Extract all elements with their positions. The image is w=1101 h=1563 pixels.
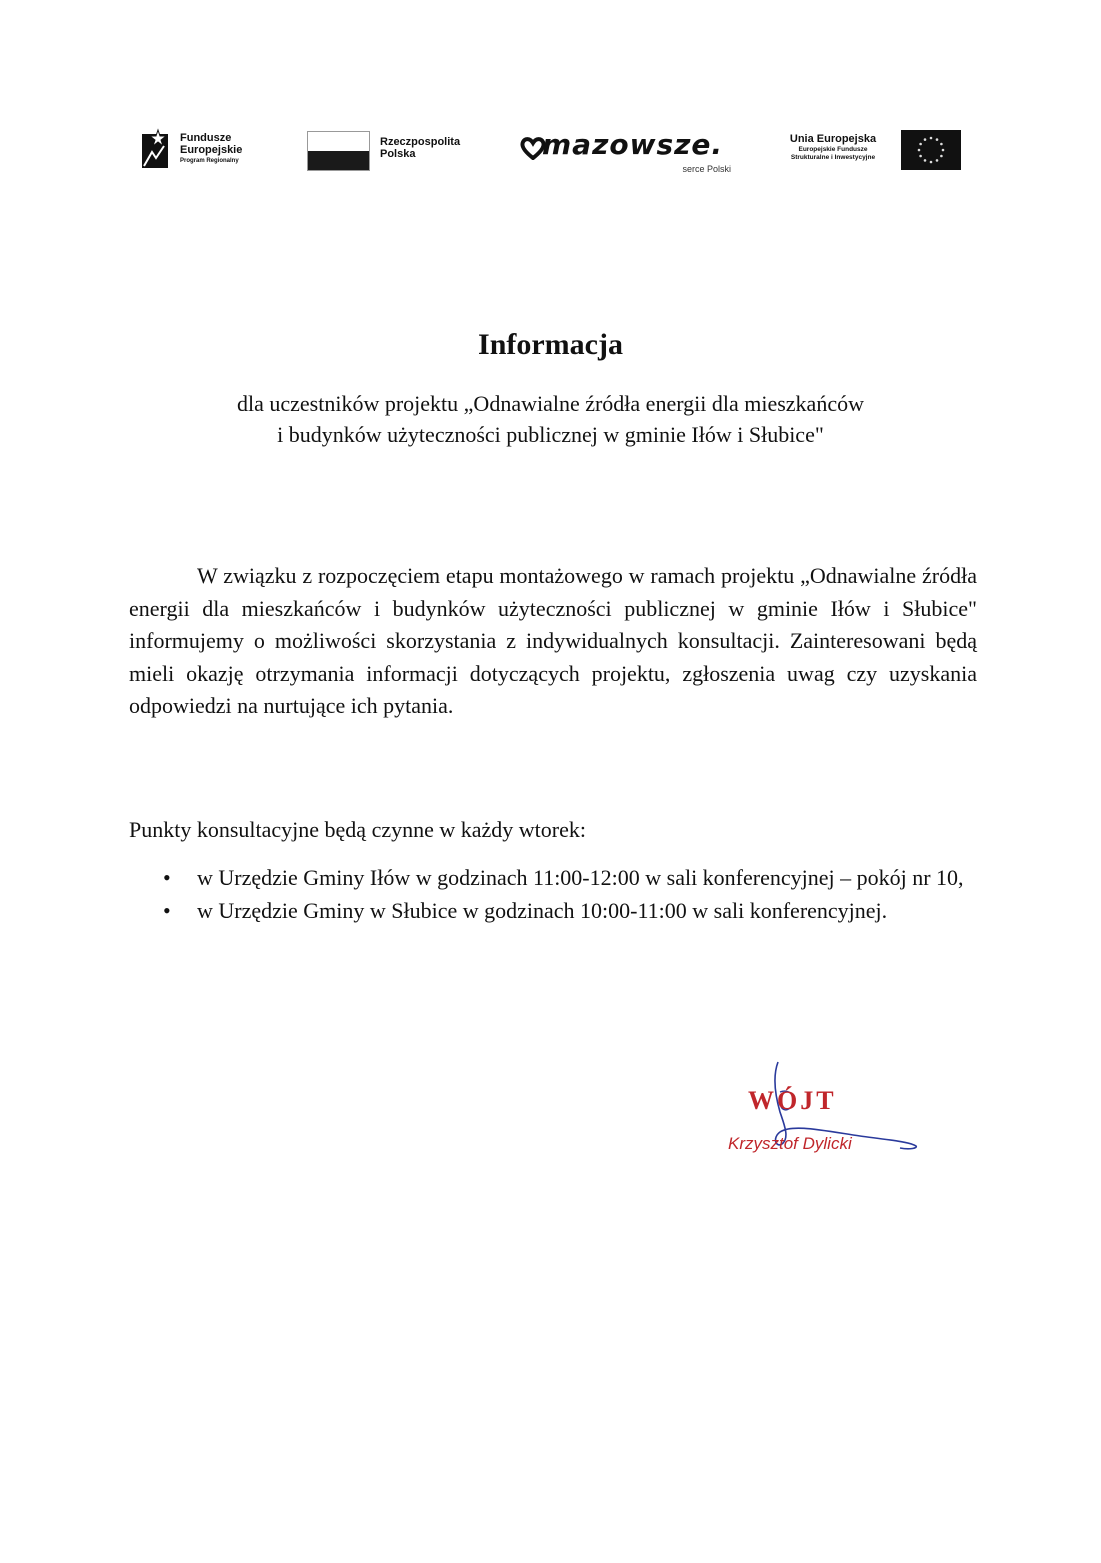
polish-flag-icon	[307, 131, 370, 171]
mazowsze-logo	[520, 128, 745, 180]
fe-line3: Program Regionalny	[180, 158, 239, 164]
list-item: • w Urzędzie Gminy w Słubice w godzinach 10:00-11:00 w sali konferencyjnej.	[129, 895, 977, 926]
consultation-list	[129, 862, 977, 928]
stamp-title: WÓJT	[748, 1086, 837, 1115]
rzeczpospolita-logo	[307, 131, 497, 175]
unia-europejska-logo	[760, 128, 965, 174]
subtitle	[0, 388, 1101, 450]
star-flag-icon	[138, 128, 174, 174]
ue-line1: Unia Europejska	[789, 133, 877, 145]
fe-line2: Europejskie	[180, 144, 243, 156]
rp-line2: Polska	[380, 148, 416, 160]
body-paragraph-1: W związku z rozpoczęciem etapu montażowego w ramach projektu „Odnawialne źródła energii dla mieszkańców i budynków użyteczności publicznej w gminie Iłów i Słubice" informujemy o możliwości skorzystania z indywidualnych konsultacji. Zainteresowani będą mieli okazję otrzymania informacji dotyczących projektu, zgłoszenia uwag czy uzyskania odpowiedzi na nurtujące ich pytania.	[129, 563, 977, 718]
signature-stamp	[720, 1058, 940, 1168]
ue-line3: Strukturalne i Inwestycyjne	[790, 154, 876, 161]
mazowsze-word: mazowsze.	[542, 128, 724, 161]
ue-line2: Europejskie Fundusze	[798, 146, 868, 153]
stamp-name: Krzysztof Dylicki	[728, 1134, 852, 1153]
logos-header	[0, 0, 1101, 200]
body-paragraph-2: Punkty konsultacyjne będą czynne w każdy wtorek:	[129, 817, 586, 842]
page-title: Informacja	[478, 328, 623, 361]
fundusze-europejskie-logo	[138, 128, 298, 176]
eu-flag-icon	[901, 130, 961, 170]
mazowsze-sub: serce Polski	[682, 164, 731, 174]
list-item: • w Urzędzie Gminy Iłów w godzinach 11:00-12:00 w sali konferencyjnej – pokój nr 10,	[129, 862, 977, 893]
subtitle-line2: i budynków użyteczności publicznej w gminie Iłów i Słubice"	[277, 422, 824, 447]
fe-line1: Fundusze	[180, 132, 232, 144]
subtitle-line1: dla uczestników projektu „Odnawialne źródła energii dla mieszkańców	[237, 391, 864, 416]
rp-line1: Rzeczpospolita	[380, 136, 461, 148]
